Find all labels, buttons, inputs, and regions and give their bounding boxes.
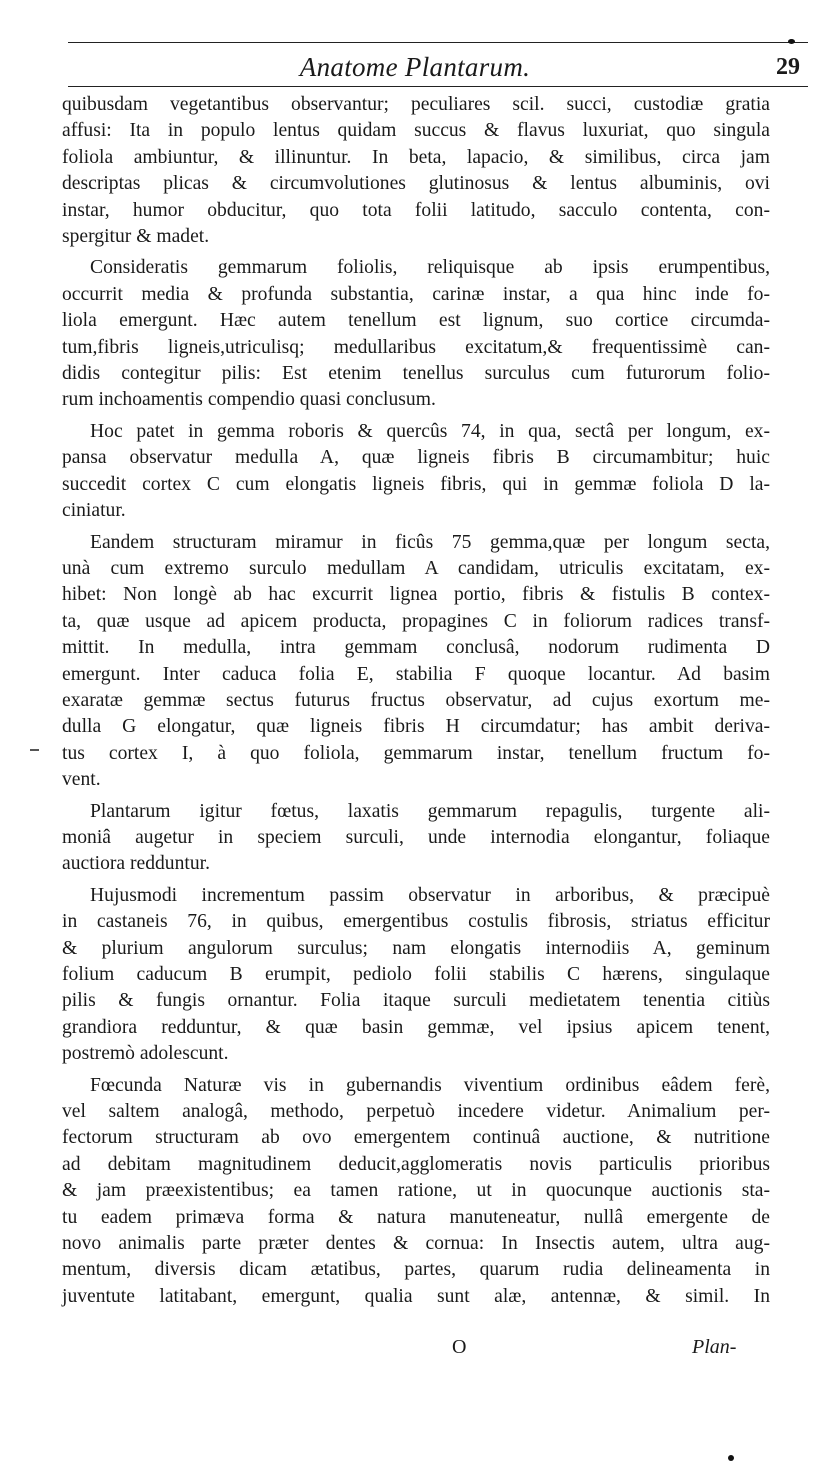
text-line: ad debitam magnitudinem deducit,agglomeratis novis particulis prioribus — [62, 1153, 770, 1175]
paragraph-p4 — [62, 530, 770, 794]
text-line: emergunt. Inter caduca folia E, stabilia F quoque locantur. Ad basim — [62, 663, 770, 685]
text-line: novo animalis parte præter dentes & cornua: In Insectis autem, ultra aug- — [62, 1233, 770, 1255]
text-line: didis contegitur pilis: Est etenim tenellus surculus cum futurorum folio- — [62, 363, 770, 385]
text-line: & jam præexistentibus; ea tamen ratione, ut in quocunque auctionis sta- — [62, 1180, 770, 1202]
text-line: liola emergunt. Hæc autem tenellum est lignum, suo cortice circumda- — [62, 310, 770, 332]
text-line: fectorum structuram ab ovo emergentem continuâ auctione, & nutritione — [62, 1127, 770, 1149]
text-line: juventute latitabant, emergunt, qualia sunt alæ, antennæ, & simil. In — [62, 1285, 770, 1307]
paragraph-p6 — [62, 883, 770, 1068]
running-head-title: Anatome Plantarum. — [299, 52, 531, 82]
text-line: Consideratis gemmarum foliolis, reliquisque ab ipsis erumpentibus, — [90, 257, 770, 279]
text-line: & plurium angulorum surculus; nam elongatis internodiis A, geminum — [62, 937, 770, 959]
paragraph-p7 — [62, 1073, 770, 1311]
text-line: pansa observatur medulla A, quæ ligneis fibris B circumambitur; huic — [62, 447, 770, 469]
paragraph-p2 — [62, 255, 770, 413]
text-line: instar, humor obducitur, quo tota folii latitudo, sacculo contenta, con- — [62, 199, 770, 221]
catchword: Plan- — [692, 1336, 737, 1358]
text-line: pilis & fungis ornantur. Folia itaque surculi medietatem tenentia citiùs — [62, 990, 770, 1012]
text-line: Plantarum igitur fœtus, laxatis gemmarum repagulis, turgente ali- — [90, 800, 770, 822]
text-line: in castaneis 76, in quibus, emergentibus costulis fibrosis, striatus efficitur — [62, 911, 770, 933]
paragraph-p1 — [62, 92, 770, 250]
paragraph-p3 — [62, 419, 770, 525]
text-line: tus cortex I, à quo foliola, gemmarum instar, tenellum fructum fo- — [62, 742, 770, 764]
text-line: affusi: Ita in populo lentus quidam succus & flavus luxuriat, quo singula — [62, 120, 770, 142]
text-line: Fœcunda Naturæ vis in gubernandis viventium ordinibus eâdem ferè, — [90, 1074, 770, 1096]
body-text — [62, 92, 770, 1315]
paragraph-p5 — [62, 799, 770, 878]
text-line: hibet: Non longè ab hac excurrit lignea portio, fibris & fistulis B contex- — [62, 584, 770, 606]
header-rule-top — [68, 42, 808, 43]
text-line: ciniatur. — [62, 500, 126, 522]
text-line: postremò adolescunt. — [62, 1043, 229, 1065]
ink-mark-bottom-right — [728, 1455, 734, 1461]
text-line: grandiora redduntur, & quæ basin gemmæ, vel ipsius apicem tenent, — [62, 1016, 770, 1038]
text-line: occurrit media & profunda substantia, carinæ instar, a qua hinc inde fo- — [62, 283, 770, 305]
text-line: moniâ augetur in speciem surculi, unde internodia elongantur, foliaque — [62, 826, 770, 848]
header-rule-bottom — [68, 86, 808, 87]
text-line: foliola ambiuntur, & illinuntur. In beta, lapacio, & similibus, circa jam — [62, 146, 770, 168]
text-line: descriptas plicas & circumvolutiones glutinosus & lentus albuminis, ovi — [62, 173, 770, 195]
text-line: unà cum extremo surculo medullam A candidam, utriculis excitatam, ex- — [62, 557, 770, 579]
text-line: vel saltem analogâ, methodo, perpetuò incedere videtur. Animalium per- — [62, 1101, 770, 1123]
text-line: succedit cortex C cum elongatis ligneis fibris, qui in gemmæ foliola D la- — [62, 473, 770, 495]
text-line: ta, quæ usque ad apicem producta, propagines C in foliorum radices transf- — [62, 610, 770, 632]
text-line: tum,fibris ligneis,utriculisq; medullaribus excitatum,& frequentissimè can- — [62, 336, 770, 358]
text-line: auctiora redduntur. — [62, 853, 210, 875]
page-number: 29 — [776, 54, 800, 80]
text-line: dulla G elongatur, quæ ligneis fibris H circumdatur; has ambit deriva- — [62, 716, 770, 738]
text-line: mittit. In medulla, intra gemmam conclusâ, nodorum rudimenta D — [62, 637, 770, 659]
text-line: vent. — [62, 769, 101, 791]
text-line: tu eadem primæva forma & natura manuteneatur, nullâ emergente de — [62, 1206, 770, 1228]
signature-mark: O — [452, 1336, 467, 1358]
margin-mark-left — [30, 749, 39, 751]
ink-mark-top-right — [788, 39, 795, 44]
text-line: rum inchoamentis compendio quasi conclusum. — [62, 389, 436, 411]
text-line: Hoc patet in gemma roboris & quercûs 74, in qua, sectâ per longum, ex- — [90, 420, 770, 442]
text-line: exaratæ gemmæ sectus futurus fructus observatur, ad cujus exortum me- — [62, 689, 770, 711]
text-line: quibusdam vegetantibus observantur; peculiares scil. succi, custodiæ gratia — [62, 94, 770, 115]
text-line: spergitur & madet. — [62, 226, 210, 248]
text-line: folium caducum B erumpit, pediolo folii stabilis C hærens, singulaque — [62, 964, 770, 985]
text-line: Hujusmodi incrementum passim observatur in arboribus, & præcipuè — [90, 884, 770, 906]
text-line: mentum, diversis dicam ætatibus, partes, quarum rudia delineamenta in — [62, 1259, 770, 1281]
text-line: Eandem structuram miramur in ficûs 75 gemma,quæ per longum secta, — [90, 531, 770, 553]
